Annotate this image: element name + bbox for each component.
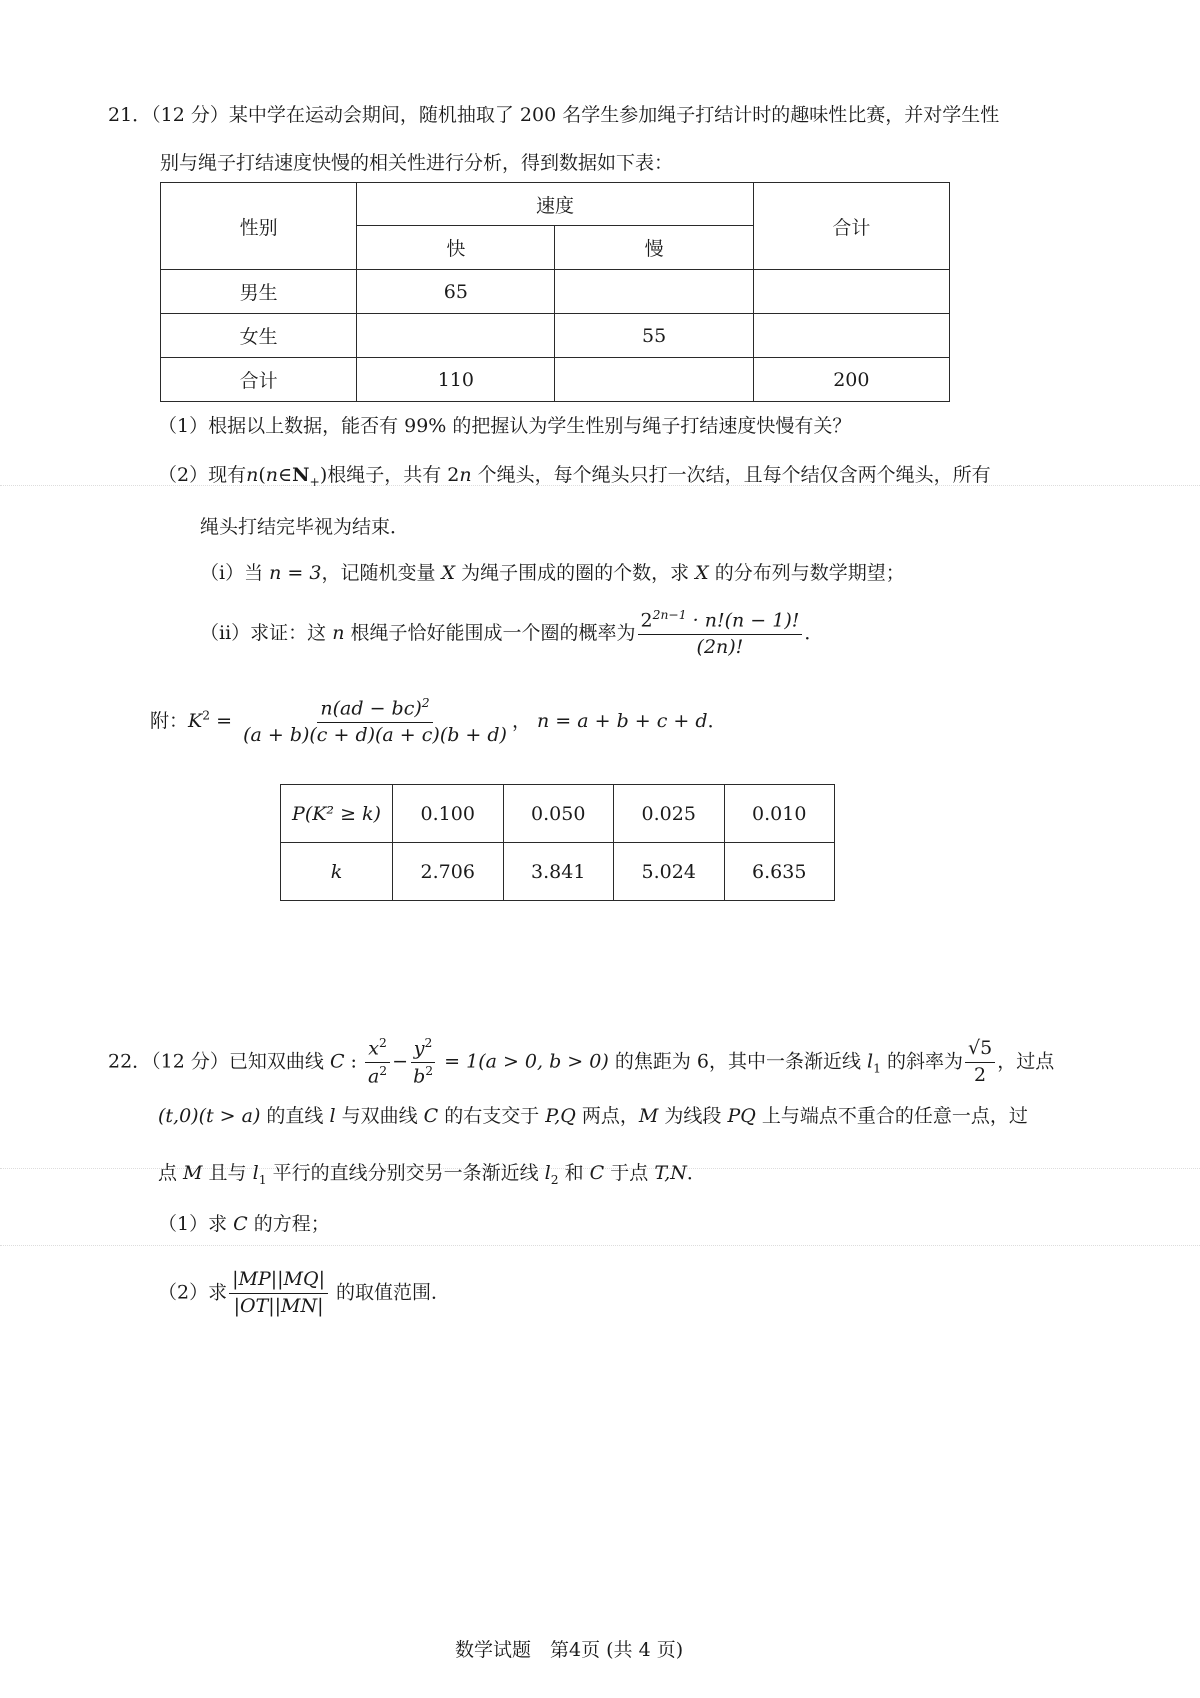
total-header: 合计 [753,183,949,270]
k-table [280,784,835,901]
table-row [161,314,950,358]
q21-sub-ii: （ii）求证：这 n 根绳子恰好能围成一个圈的概率为 $\frac{2^{2n-1} \cdot n!(n - 1)!}{(2n)!}$ ． [200,608,824,659]
row-label: 合计 [161,358,357,402]
cell-slow: 55 [555,314,753,358]
q21-part2: （2）现有$n(n\in N_+)$根绳子，共有 2n 个绳头，每个绳头只打一次结，且每个结仅含两个绳头，所有 [158,464,991,489]
k-value: 2.706 [393,843,504,901]
q21-part1: （1）根据以上数据，能否有 99% 的把握认为学生性别与绳子打结速度快慢有关？ [158,415,852,437]
p-value: 0.050 [503,785,614,843]
cell-total [753,270,949,314]
table-row [161,358,950,402]
cell-slow [555,358,753,402]
q21-appendix: 附：$K^2$ = $\frac{n(ad - bc)^2}{(a + b)(c + d)(a + c)(b + d)}$ ， n = a + b + c + d． [150,696,727,747]
q21-part2-line2: 绳头打结完毕视为结束． [200,516,410,538]
ratio-fraction: $\frac{|MP||MQ|}{|OT||MN|}$ [229,1268,328,1319]
q22-part1: （1）求 C 的方程； [158,1213,330,1235]
q22-line2: (t,0)(t > a) 的直线 l 与双曲线 C 的右支交于 P,Q 两点，M 为线段 PQ 上与端点不重合的任意一点，过 [158,1105,1028,1127]
q22-line3: 点 M 且与 $l_1$ 平行的直线分别交另一条渐近线 $l_2$ 和 C 于点 T,N． [158,1162,706,1187]
q21-line2: 别与绳子打结速度快慢的相关性进行分析，得到数据如下表： [160,152,674,174]
k-value: 3.841 [503,843,614,901]
cell-total [753,314,949,358]
scan-artifact-line [0,1245,1200,1246]
cell-total: 200 [753,358,949,402]
probability-fraction: $\frac{2^{2n-1} \cdot n!(n - 1)!}{(2n)!}$ [638,608,803,660]
page-footer: 数学试题 第4页 (共 4 页) [455,1639,684,1661]
k-squared-fraction: $\frac{n(ad - bc)^2}{(a + b)(c + d)(a + c)(b + d)}$ [243,696,507,747]
q21-line1: 21．（12 分）某中学在运动会期间，随机抽取了 200 名学生参加绳子打结计时的趣味性比赛，并对学生性 [108,104,1000,126]
fast-header: 快 [357,226,555,270]
row-label: 男生 [161,270,357,314]
table-row [161,270,950,314]
gender-header: 性别 [161,183,357,270]
cell-fast [357,314,555,358]
cell-fast: 65 [357,270,555,314]
cell-fast: 110 [357,358,555,402]
k-value: 5.024 [614,843,725,901]
q21-sub-i: （i）当 n = 3，记随机变量 X 为绳子围成的圈的个数，求 X 的分布列与数学期望； [200,562,905,584]
q22-line1: 22．（12 分）已知双曲线 C : $\frac{x^2}{a^2}$ − $\frac{y^2}{b^2}$ = 1(a > 0, b > 0) 的焦距为 6，其中一条渐近线 $l_1$ 的斜率为 $\frac{√5}{2}$ ，过点 [108,1036,1055,1088]
speed-header: 速度 [357,183,753,226]
slow-header: 慢 [555,226,753,270]
p-label: P(K² ≥ k) [281,785,393,843]
p-value: 0.025 [614,785,725,843]
p-value: 0.100 [393,785,504,843]
row-label: 女生 [161,314,357,358]
cell-slow [555,270,753,314]
p-value: 0.010 [724,785,835,843]
k-value: 6.635 [724,843,835,901]
data-table [160,182,950,402]
k-label: k [281,843,393,901]
q22-part2: （2）求 $\frac{|MP||MQ|}{|OT||MN|}$ 的取值范围． [158,1268,451,1317]
